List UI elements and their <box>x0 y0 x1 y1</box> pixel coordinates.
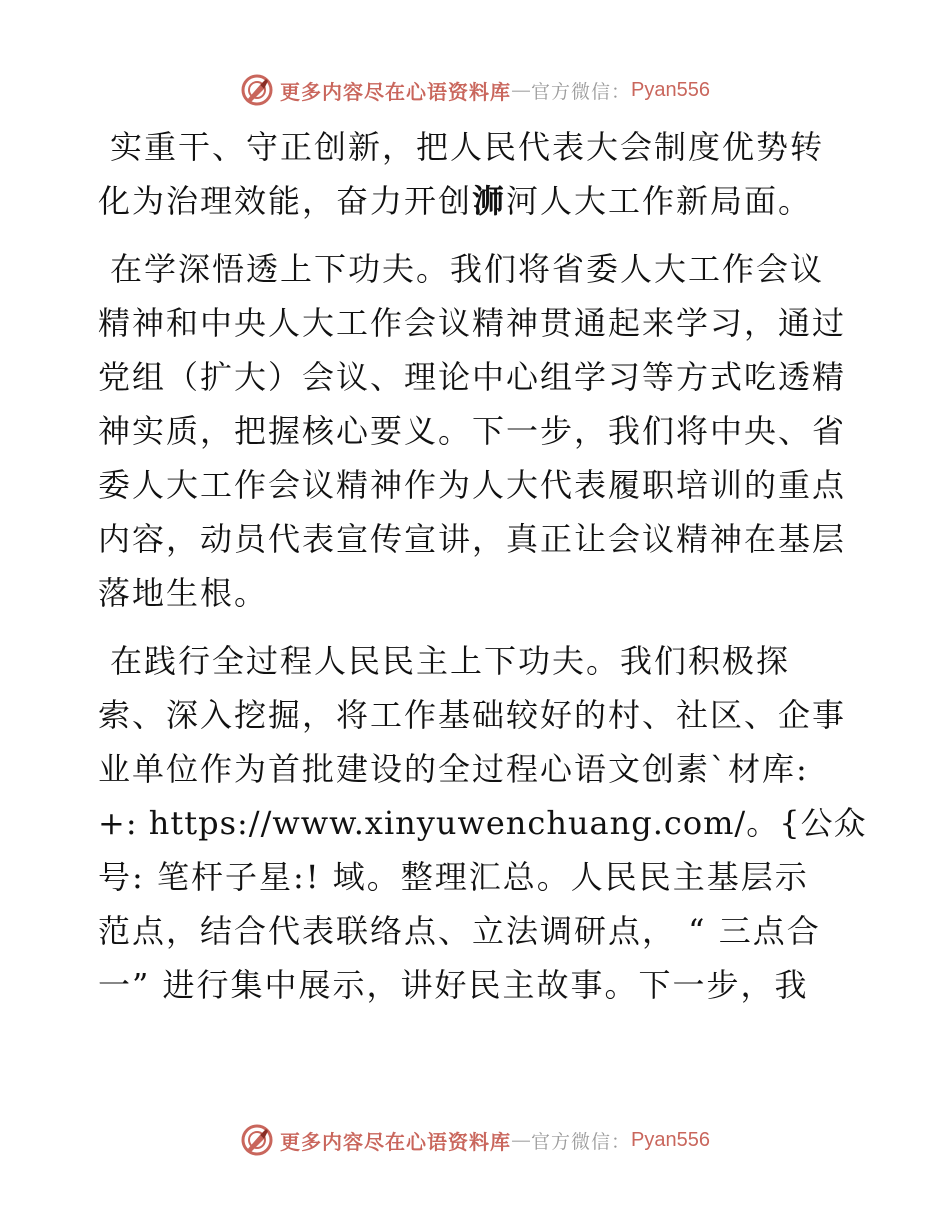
text-line: 落地生根。 <box>98 574 269 612</box>
text-line: 委人大工作会议精神作为人大代表履职培训的重点 <box>98 466 847 504</box>
text-segment: 河人大工作新局面。 <box>506 182 813 220</box>
header-brand-text: 更多内容尽在心语资料库 <box>280 79 511 104</box>
pen-logo-icon <box>240 1123 274 1157</box>
pen-logo-icon <box>240 73 274 107</box>
paragraph-3 <box>98 634 867 1012</box>
header-wechat-id: Pyan556 <box>631 78 710 101</box>
text-segment: 浉 <box>472 182 507 220</box>
paragraph-2 <box>98 242 858 620</box>
text-line: 神实质，把握核心要义。下一步，我们将中央、省 <box>98 412 847 450</box>
text-line: 内容，动员代表宣传宣讲，真正让会议精神在基层 <box>98 520 847 558</box>
text-line: 号: 笔杆子星:! 域。整理汇总。人民民主基层示 <box>98 858 809 896</box>
header-watermark <box>0 68 950 112</box>
text-line: 索、深入挖掘，将工作基础较好的村、社区、企事 <box>98 696 847 734</box>
footer-watermark <box>0 1118 950 1162</box>
text-line: 业单位作为首批建设的全过程心语文创素`材库: <box>98 750 809 788</box>
footer-brand-text: 更多内容尽在心语资料库 <box>280 1129 511 1154</box>
text-line: 精神和中央人大工作会议精神贯通起来学习，通过 <box>98 304 847 342</box>
paragraph-1 <box>98 120 858 228</box>
document-body <box>98 120 867 1012</box>
text-line: 在学深悟透上下功夫。我们将省委人大工作会议 <box>110 250 825 288</box>
text-line <box>98 174 858 228</box>
text-line: 实重干、守正创新，把人民代表大会制度优势转 <box>110 128 825 166</box>
header-dash: — <box>511 78 531 102</box>
text-line: 党组（扩大）会议、理论中心组学习等方式吃透精 <box>98 358 847 396</box>
header-official-label: 官方微信： <box>531 80 632 103</box>
text-segment: 化为治理效能，奋力开创 <box>98 182 473 220</box>
text-line: +: https://www.xinyuwenchuang.com/。{公众 <box>98 804 867 842</box>
footer-dash: — <box>511 1128 531 1152</box>
footer-official-label: 官方微信： <box>531 1130 632 1153</box>
text-line: 范点，结合代表联络点、立法调研点， “ 三点合 <box>98 912 821 950</box>
footer-wechat-id: Pyan556 <box>631 1128 710 1151</box>
text-line: 在践行全过程人民民主上下功夫。我们积极探 <box>110 642 791 680</box>
text-line: 一” 进行集中展示，讲好民主故事。下一步，我 <box>98 966 809 1004</box>
